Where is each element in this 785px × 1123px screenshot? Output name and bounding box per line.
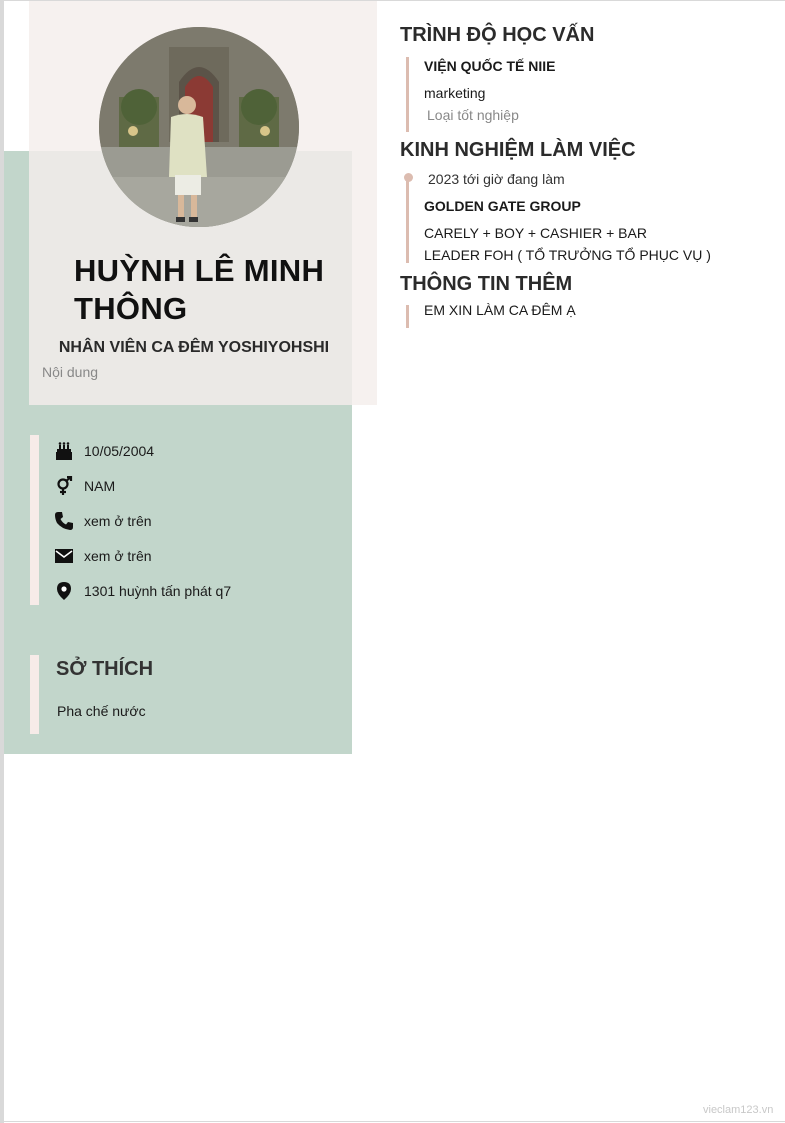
birthday-cake-icon: [54, 441, 74, 461]
education-graduation: Loại tốt nghiệp: [427, 107, 519, 123]
hobby-item: Pha chế nước: [57, 703, 146, 719]
hobby-accent-bar: [30, 655, 39, 734]
contact-accent-bar: [30, 435, 39, 605]
contact-birthday: [54, 439, 154, 463]
gender-value: NAM: [84, 478, 116, 494]
education-school: VIỆN QUỐC TẾ NIIE: [424, 58, 556, 74]
experience-period: 2023 tới giờ đang làm: [428, 171, 565, 187]
job-position: NHÂN VIÊN CA ĐÊM YOSHIYOHSHI: [58, 339, 330, 356]
experience-title: KINH NGHIỆM LÀM VIỆC: [400, 139, 636, 161]
watermark: vieclam123.vn: [703, 1104, 774, 1116]
additional-title: THÔNG TIN THÊM: [400, 273, 573, 295]
education-title: TRÌNH ĐỘ HỌC VẤN: [400, 24, 595, 46]
additional-content: EM XIN LÀM CA ĐÊM Ạ: [424, 302, 576, 318]
page-edge-bottom: [0, 1121, 785, 1122]
contact-email: [54, 544, 152, 568]
experience-detail: LEADER FOH ( TỔ TRƯỞNG TỔ PHỤC VỤ ): [424, 247, 711, 263]
email-value: xem ở trên: [84, 548, 152, 564]
hobbies-title: SỞ THÍCH: [56, 658, 154, 680]
experience-accent-bar: [406, 180, 409, 263]
phone-value: xem ở trên: [84, 513, 152, 529]
avatar: [99, 27, 299, 227]
intro-text: Nội dung: [42, 364, 99, 380]
phone-icon: [54, 511, 74, 531]
email-icon: [54, 546, 74, 566]
education-major: marketing: [424, 85, 486, 101]
contact-gender: [54, 474, 115, 498]
experience-company: GOLDEN GATE GROUP: [424, 198, 581, 214]
contact-address: [54, 579, 231, 603]
birthday-value: 10/05/2004: [84, 443, 155, 459]
experience-roles: CARELY + BOY + CASHIER + BAR: [424, 225, 647, 241]
additional-accent-bar: [406, 305, 409, 328]
location-pin-icon: [54, 581, 74, 601]
avatar-photo: [99, 27, 299, 227]
gender-icon: [54, 476, 74, 496]
contact-phone: [54, 509, 152, 533]
address-value: 1301 huỳnh tấn phát q7: [84, 583, 232, 599]
candidate-name: HUỲNH LÊ MINH THÔNG: [74, 253, 325, 326]
education-accent-bar: [406, 57, 409, 132]
